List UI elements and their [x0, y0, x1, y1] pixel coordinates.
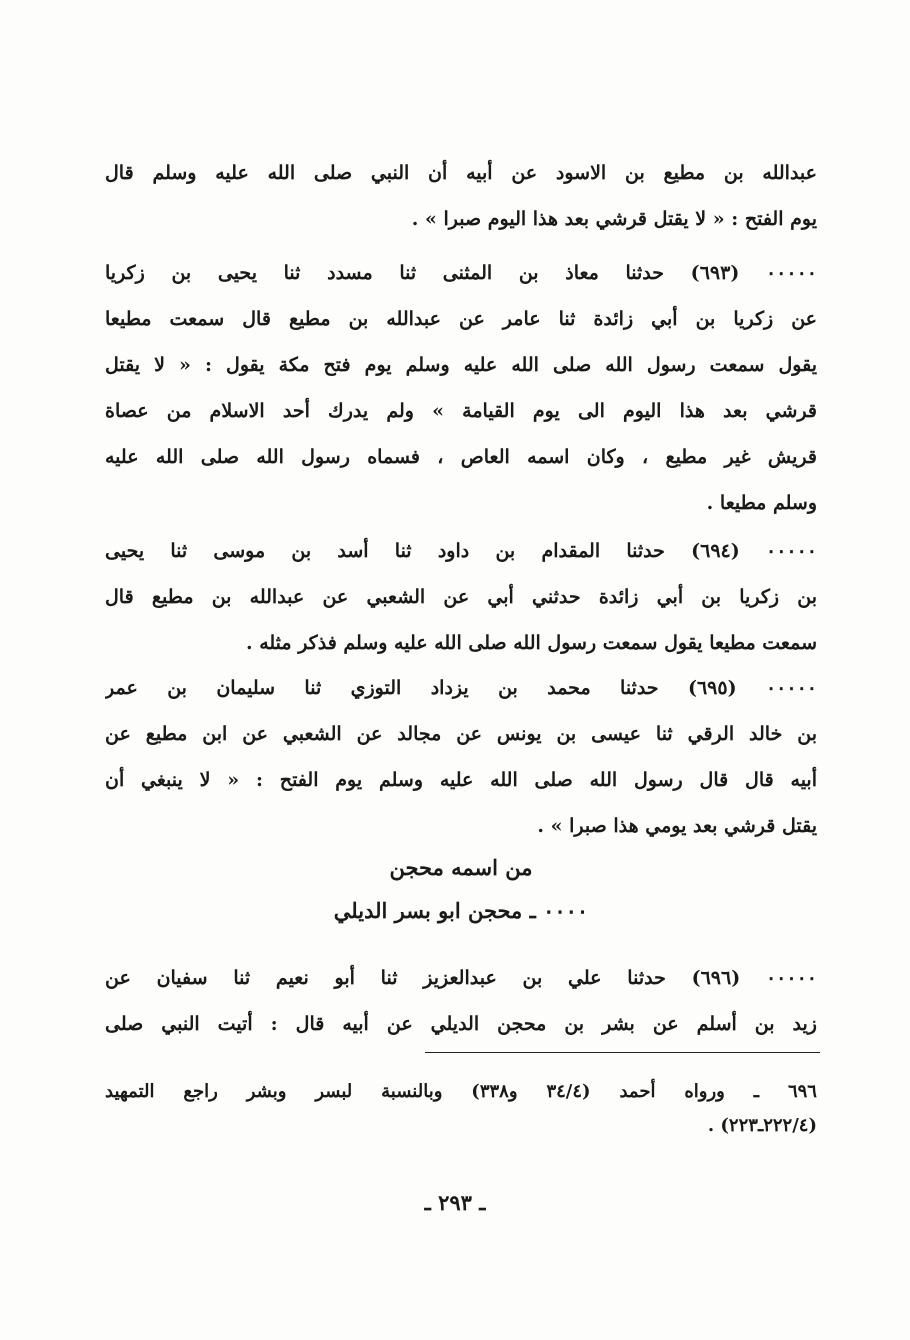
text-line: يقول سمعت رسول الله صلى الله عليه وسلم يوم فتح مكة يقول : « لا يقتل — [105, 354, 817, 376]
text-line: عبدالله بن مطيع بن الاسود عن أبيه أن النبي صلى الله عليه وسلم قال — [105, 162, 817, 184]
text-line: زيد بن أسلم عن بشر بن محجن الديلي عن أبيه قال : أتيت النبي صلى — [105, 1013, 817, 1035]
text-line: بن زكريا بن أبي زائدة حدثني أبي عن الشعبي عن عبدالله بن مطيع قال — [105, 586, 817, 608]
text-line: قريش غير مطيع ، وكان اسمه العاص ، فسماه رسول الله صلى الله عليه — [105, 446, 817, 468]
footnote-separator — [425, 1052, 820, 1053]
text-line: سمعت مطيعا يقول سمعت رسول الله صلى الله عليه وسلم فذكر مثله . — [245, 632, 817, 654]
text-line: بن خالد الرقي ثنا عيسى بن يونس عن مجالد عن الشعبي عن ابن مطيع عن — [105, 723, 817, 745]
text-line: وسلم مطيعا . — [706, 492, 817, 514]
paragraph-1 — [105, 150, 817, 242]
hadith-694 — [105, 528, 817, 666]
hadith-695 — [105, 665, 817, 849]
footnote — [105, 1075, 817, 1143]
text-line: يوم الفتح : « لا يقتل قرشي بعد هذا اليوم صبرا » . — [411, 208, 817, 230]
text-line: يقتل قرشي بعد يومي هذا صبرا » . — [537, 815, 817, 837]
text-line: عن زكريا بن أبي زائدة ثنا عامر عن عبدالله بن مطيع قال سمعت مطيعا — [105, 308, 817, 330]
text-line: ٠٠٠٠٠ (٦٩٤) حدثنا المقدام بن داود ثنا أسد بن موسى ثنا يحيى — [105, 540, 817, 562]
text-line: قرشي بعد هذا اليوم الى يوم القيامة » ولم يدرك أحد الاسلام من عصاة — [105, 400, 817, 422]
hadith-696 — [105, 955, 817, 1047]
footnote-line: ٦٩٦ ـ ورواه أحمد (٣٤/٤ و٣٣٨) وبالنسبة لبسر وبشر راجع التمهيد — [105, 1081, 817, 1102]
hadith-693 — [105, 250, 817, 526]
text-line: ٠٠٠٠٠ (٦٩٣) حدثنا معاذ بن المثنى ثنا مسدد ثنا يحيى بن زكريا — [105, 262, 817, 284]
text-line: أبيه قال قال رسول الله صلى الله عليه وسلم يوم الفتح : « لا ينبغي أن — [105, 769, 817, 791]
page-number: ـ ٢٩٣ ـ — [424, 1190, 486, 1215]
section-subtitle: ٠٠٠٠ ـ محجن ابو بسر الديلي — [333, 898, 589, 923]
footnote-line: (٢٢٢/٤ـ٢٢٣) . — [707, 1115, 817, 1136]
text-line: ٠٠٠٠٠ (٦٩٦) حدثنا علي بن عبدالعزيز ثنا أبو نعيم ثنا سفيان عن — [105, 967, 817, 989]
text-line: ٠٠٠٠٠ (٦٩٥) حدثنا محمد بن يزداد التوزي ثنا سليمان بن عمر — [105, 677, 817, 699]
section-title: من اسمه محجن — [389, 855, 533, 880]
